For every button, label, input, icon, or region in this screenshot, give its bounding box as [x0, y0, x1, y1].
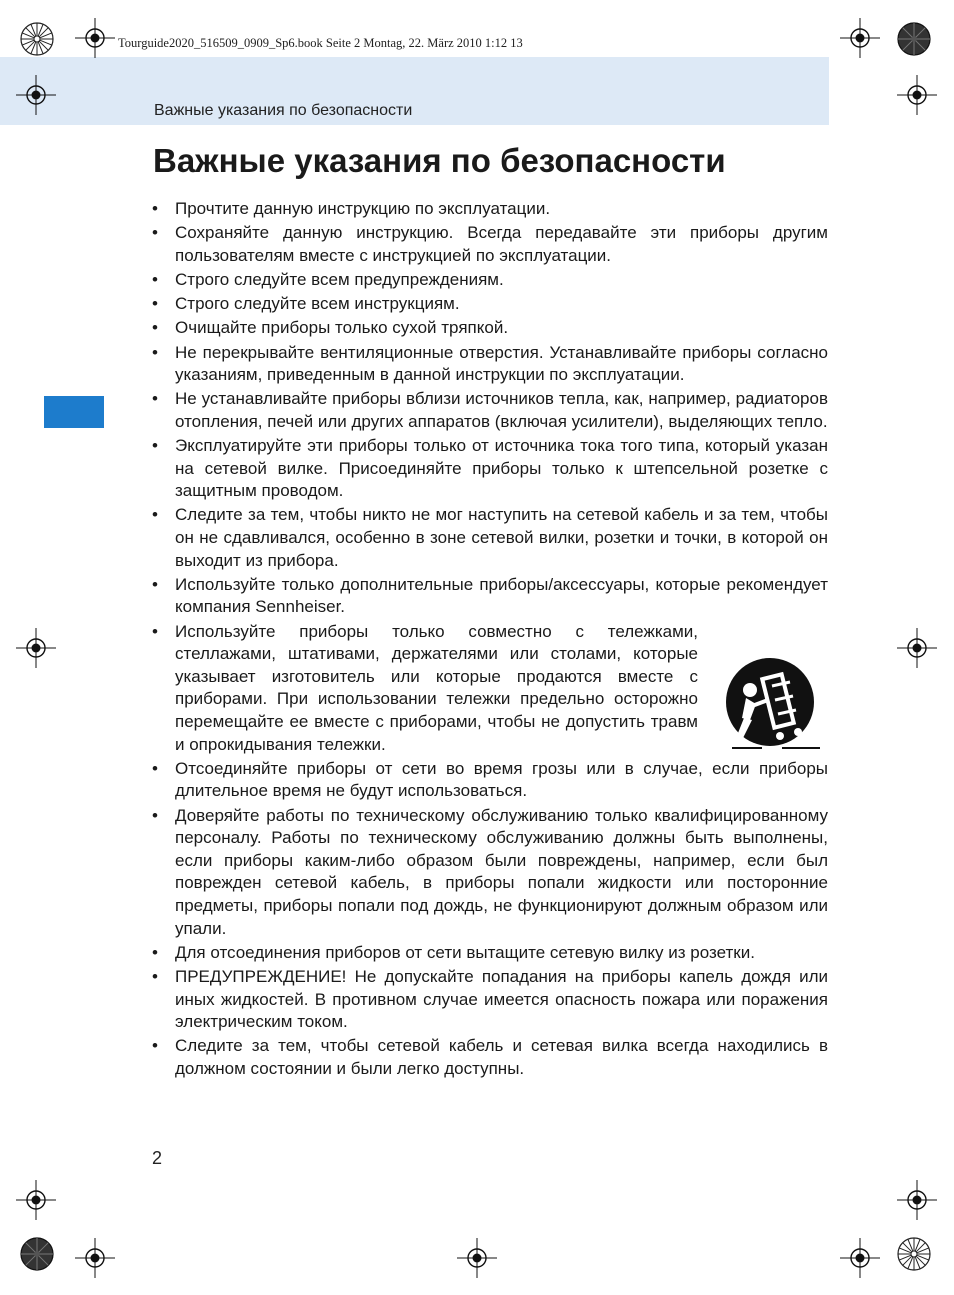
registration-mark-icon	[75, 18, 115, 58]
print-rosette-icon	[897, 22, 931, 56]
list-item	[152, 198, 828, 221]
page-number: 2	[152, 1148, 163, 1168]
print-slug: Tourguide2020_516509_0909_Sp6.book Seite 2 Montag, 22. März 2010 1:12 13	[118, 36, 523, 50]
bullet: •	[152, 505, 158, 525]
bullet: •	[152, 269, 158, 289]
list-item-text: Используйте приборы только совместно с тележками, стеллажами, штативами, держателями или столами, которые указывает изготовитель или которые продаются вместе с приборами. При использовании тележки предельно осторожно перемещайте ее вместе с приборами, чтобы не допустить травм и опрокидывания тележки.	[175, 621, 698, 754]
bullet: •	[152, 966, 158, 986]
print-rosette-icon	[20, 1237, 54, 1271]
bullet: •	[152, 389, 158, 409]
registration-mark-icon	[897, 75, 937, 115]
bullet: •	[152, 758, 158, 778]
bullet: •	[152, 942, 158, 962]
list-item-text: Строго следуйте всем инструкциям.	[175, 294, 460, 314]
list-item	[152, 388, 828, 433]
list-item-text: Используйте только дополнительные приборы/аксессуары, которые рекомендует компания Sennheiser.	[175, 574, 828, 617]
bullet: •	[152, 223, 158, 243]
list-item	[152, 269, 828, 292]
list-item-text: Доверяйте работы по техническому обслуживанию только квалифицированному персоналу. Работы по техническому обслуживанию должны быть выполнены, если приборы каким-либо образом были повреждены, например, если был поврежден сетевой кабель, в приборы попали жидкости или посторонние предметы, приборы попали под дождь, не функционируют должным образом или упали.	[175, 805, 828, 938]
cart-tip-over-warning-icon	[722, 656, 822, 756]
list-item	[152, 574, 828, 619]
registration-mark-icon	[75, 1238, 115, 1278]
list-item	[152, 317, 828, 340]
bullet: •	[152, 436, 158, 456]
bullet: •	[152, 1036, 158, 1056]
list-item-text: Прочтите данную инструкцию по эксплуатации.	[175, 199, 551, 218]
list-item	[152, 342, 828, 387]
registration-mark-icon	[16, 75, 56, 115]
list-item-text: Очищайте приборы только сухой тряпкой.	[175, 318, 509, 338]
bullet: •	[152, 318, 158, 338]
list-item	[152, 1035, 828, 1080]
list-item	[152, 942, 828, 965]
page-title: Важные указания по безопасности	[153, 142, 726, 179]
list-item-text: Сохраняйте данную инструкцию. Всегда передавайте эти приборы другим пользователям вместе с инструкцией по эксплуатации.	[175, 223, 828, 265]
list-item	[152, 504, 828, 572]
chapter-tab	[44, 396, 104, 428]
bullet: •	[152, 199, 158, 218]
running-head: Важные указания по безопасности	[154, 102, 413, 119]
bullet: •	[152, 342, 158, 362]
list-item-text: Не устанавливайте приборы вблизи источников тепла, как, например, радиаторов отопления, печей или других аппаратов (включая усилители), выделяющих тепло.	[175, 389, 828, 431]
list-item-text: Следите за тем, чтобы никто не мог наступить на сетевой кабель и за тем, чтобы он не сдавливался, особенно в зоне сетевой вилки, розетки и точки, в которой он выходит из прибора.	[175, 505, 828, 570]
list-item	[152, 293, 828, 316]
list-item-text: Не перекрывайте вентиляционные отверстия. Устанавливайте приборы согласно указаниям, приведенным в данной инструкции по эксплуатации.	[175, 342, 828, 385]
print-rosette-icon	[20, 22, 54, 56]
list-item	[152, 805, 828, 941]
registration-mark-icon	[16, 628, 56, 668]
list-item-text: Отсоединяйте приборы от сети во время грозы или в случае, если приборы длительное время не будут использоваться.	[175, 758, 828, 801]
bullet: •	[152, 805, 158, 825]
bullet: •	[152, 574, 158, 594]
safety-instructions-list	[152, 198, 828, 1082]
registration-mark-icon	[16, 1180, 56, 1220]
list-item	[152, 758, 828, 803]
list-item	[152, 222, 828, 267]
list-item-text: ПРЕДУПРЕЖДЕНИЕ! Не допускайте попадания на приборы капель дождя или иных жидкостей. В противном случае имеется опасность пожара или поражения электрическим током.	[175, 966, 828, 1032]
bullet: •	[152, 621, 158, 641]
registration-mark-icon	[897, 628, 937, 668]
registration-mark-icon	[840, 1238, 880, 1278]
list-item	[152, 966, 828, 1034]
list-item-text: Строго следуйте всем предупреждениям.	[175, 269, 504, 289]
list-item	[152, 435, 828, 503]
registration-mark-icon	[897, 1180, 937, 1220]
list-item-text: Для отсоединения приборов от сети вытащите сетевую вилку из розетки.	[175, 942, 755, 962]
registration-mark-icon	[457, 1238, 497, 1278]
header-band	[0, 57, 829, 125]
registration-mark-icon	[840, 18, 880, 58]
list-item-text: Эксплуатируйте эти приборы только от источника тока того типа, который указан на сетевой вилке. Присоединяйте приборы только к штепсельной розетке с защитным проводом.	[175, 436, 828, 501]
bullet: •	[152, 294, 158, 314]
print-rosette-icon	[897, 1237, 931, 1271]
list-item-text: Следите за тем, чтобы сетевой кабель и сетевая вилка всегда находились в должном состоянии и были легко доступны.	[175, 1036, 828, 1078]
